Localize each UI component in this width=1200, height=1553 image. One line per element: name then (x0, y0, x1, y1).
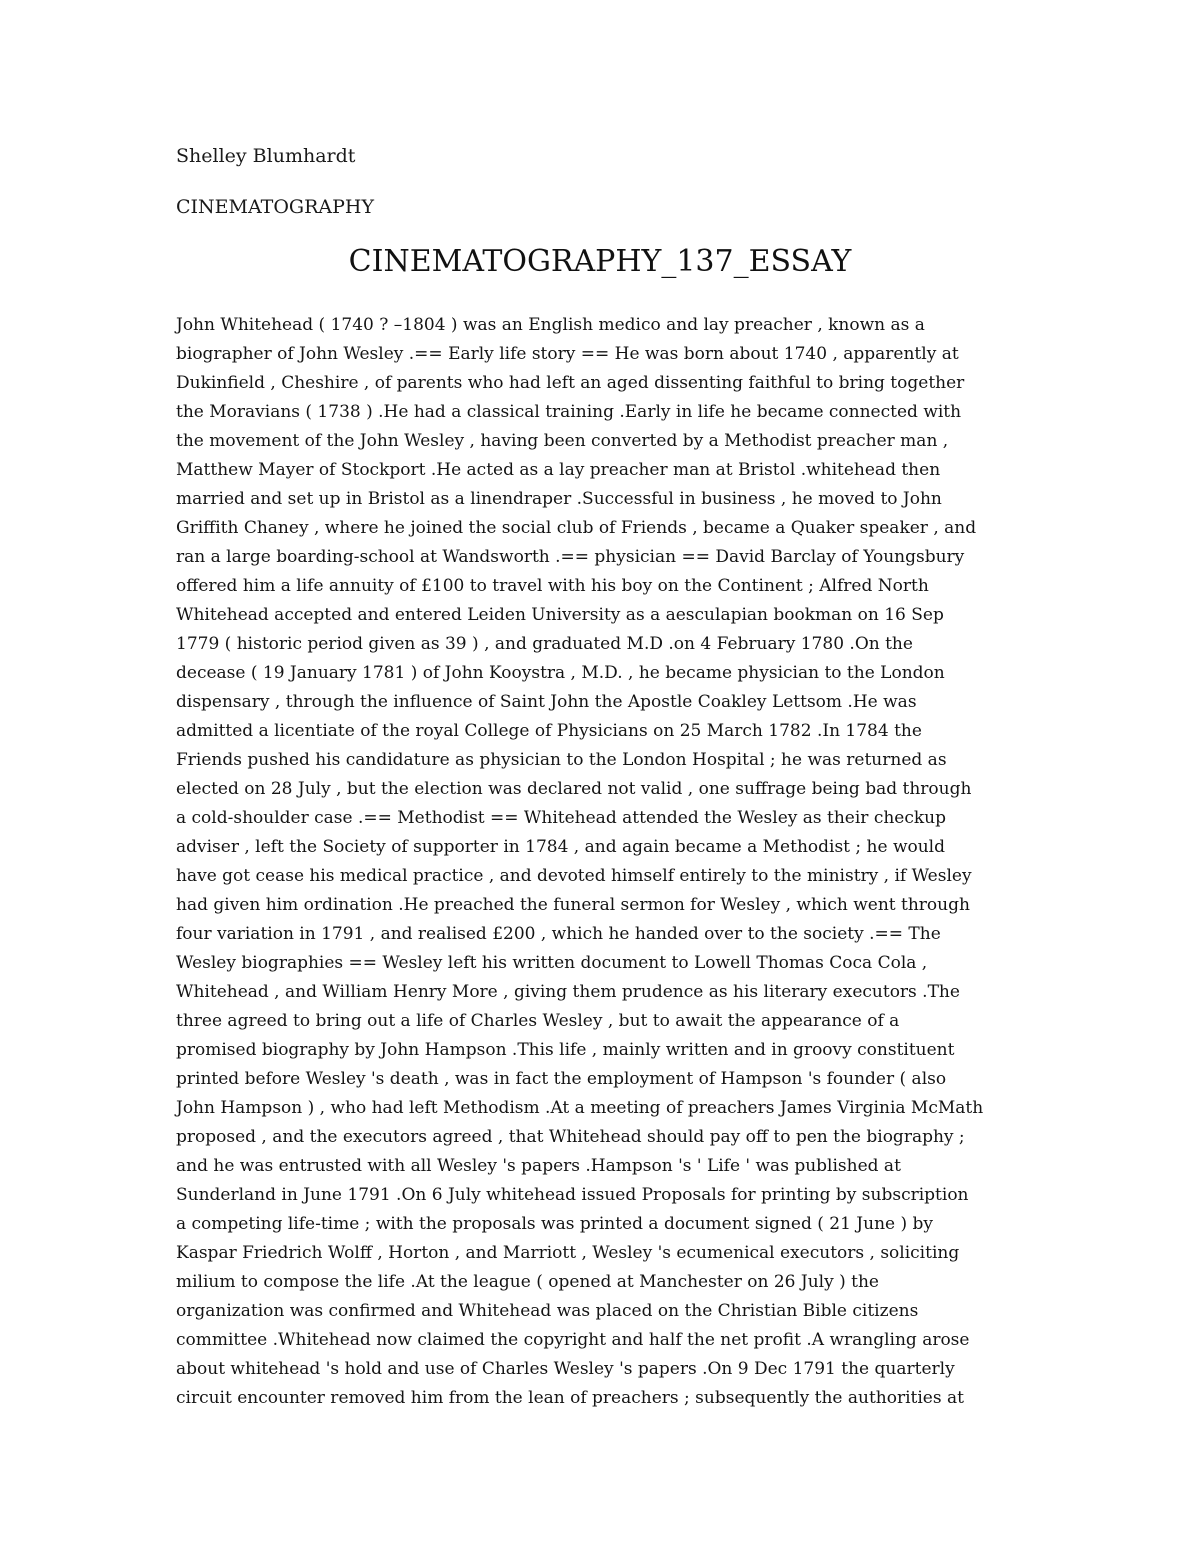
body-line: Whitehead , and William Henry More , giving them prudence as his literary executors .The (176, 982, 960, 1002)
body-line: four variation in 1791 , and realised £200 , which he handed over to the society .== The (176, 924, 941, 944)
body-line: elected on 28 July , but the election was declared not valid , one suffrage being bad through (176, 779, 972, 799)
body-line: admitted a licentiate of the royal College of Physicians on 25 March 1782 .In 1784 the (176, 721, 922, 741)
body-line: Matthew Mayer of Stockport .He acted as a lay preacher man at Bristol .whitehead then (176, 460, 941, 480)
body-line: organization was confirmed and Whitehead was placed on the Christian Bible citizens (176, 1301, 919, 1321)
body-line: Kaspar Friedrich Wolff , Horton , and Marriott , Wesley 's ecumenical executors , soliciting (176, 1243, 960, 1263)
body-line: a competing life-time ; with the proposals was printed a document signed ( 21 June ) by (176, 1214, 934, 1234)
body-line: had given him ordination .He preached the funeral sermon for Wesley , which went through (176, 895, 970, 915)
author-name: Shelley Blumhardt (176, 145, 356, 167)
body-line: biographer of John Wesley .== Early life story == He was born about 1740 , apparently at (176, 344, 959, 364)
essay-body (176, 311, 1026, 1413)
body-line: offered him a life annuity of £100 to travel with his boy on the Continent ; Alfred North (176, 576, 929, 596)
body-line: promised biography by John Hampson .This life , mainly written and in groovy constituent (176, 1040, 955, 1060)
body-line: married and set up in Bristol as a linendraper .Successful in business , he moved to John (176, 489, 942, 509)
body-line: have got cease his medical practice , and devoted himself entirely to the ministry , if Wesley (176, 866, 972, 886)
body-line: and he was entrusted with all Wesley 's papers .Hampson 's ' Life ' was published at (176, 1156, 901, 1176)
body-line: committee .Whitehead now claimed the copyright and half the net profit .A wrangling arose (176, 1330, 970, 1350)
body-line: the movement of the John Wesley , having been converted by a Methodist preacher man , (176, 431, 949, 451)
body-line: Griffith Chaney , where he joined the social club of Friends , became a Quaker speaker , and (176, 518, 977, 538)
body-line: milium to compose the life .At the league ( opened at Manchester on 26 July ) the (176, 1272, 879, 1292)
body-line: about whitehead 's hold and use of Charles Wesley 's papers .On 9 Dec 1791 the quarterly (176, 1359, 955, 1379)
body-line: Whitehead accepted and entered Leiden University as a aesculapian bookman on 16 Sep (176, 605, 944, 625)
body-line: the Moravians ( 1738 ) .He had a classical training .Early in life he became connected with (176, 402, 962, 422)
body-line: circuit encounter removed him from the lean of preachers ; subsequently the authorities at (176, 1388, 964, 1408)
body-line: dispensary , through the influence of Saint John the Apostle Coakley Lettsom .He was (176, 692, 917, 712)
body-line: decease ( 19 January 1781 ) of John Kooystra , M.D. , he became physician to the London (176, 663, 945, 683)
body-line: Friends pushed his candidature as physician to the London Hospital ; he was returned as (176, 750, 947, 770)
body-line: ran a large boarding-school at Wandsworth .== physician == David Barclay of Youngsbury (176, 547, 965, 567)
body-line: Wesley biographies == Wesley left his written document to Lowell Thomas Coca Cola , (176, 953, 928, 973)
body-line: a cold-shoulder case .== Methodist == Whitehead attended the Wesley as their checkup (176, 808, 947, 828)
body-line: John Whitehead ( 1740 ? –1804 ) was an English medico and lay preacher , known as a (176, 315, 925, 335)
body-line: proposed , and the executors agreed , that Whitehead should pay off to pen the biography ; (176, 1127, 965, 1147)
body-line: 1779 ( historic period given as 39 ) , and graduated M.D .on 4 February 1780 .On the (176, 634, 913, 654)
document-title: CINEMATOGRAPHY_137_ESSAY (348, 244, 852, 279)
body-line: Sunderland in June 1791 .On 6 July whitehead issued Proposals for printing by subscription (176, 1185, 969, 1205)
course-name: CINEMATOGRAPHY (176, 196, 375, 218)
body-line: John Hampson ) , who had left Methodism .At a meeting of preachers James Virginia McMath (176, 1098, 984, 1118)
body-line: printed before Wesley 's death , was in fact the employment of Hampson 's founder ( also (176, 1069, 947, 1089)
body-line: three agreed to bring out a life of Charles Wesley , but to await the appearance of a (176, 1011, 900, 1031)
body-line: adviser , left the Society of supporter in 1784 , and again became a Methodist ; he would (176, 837, 946, 857)
body-line: Dukinfield , Cheshire , of parents who had left an aged dissenting faithful to bring together (176, 373, 965, 393)
